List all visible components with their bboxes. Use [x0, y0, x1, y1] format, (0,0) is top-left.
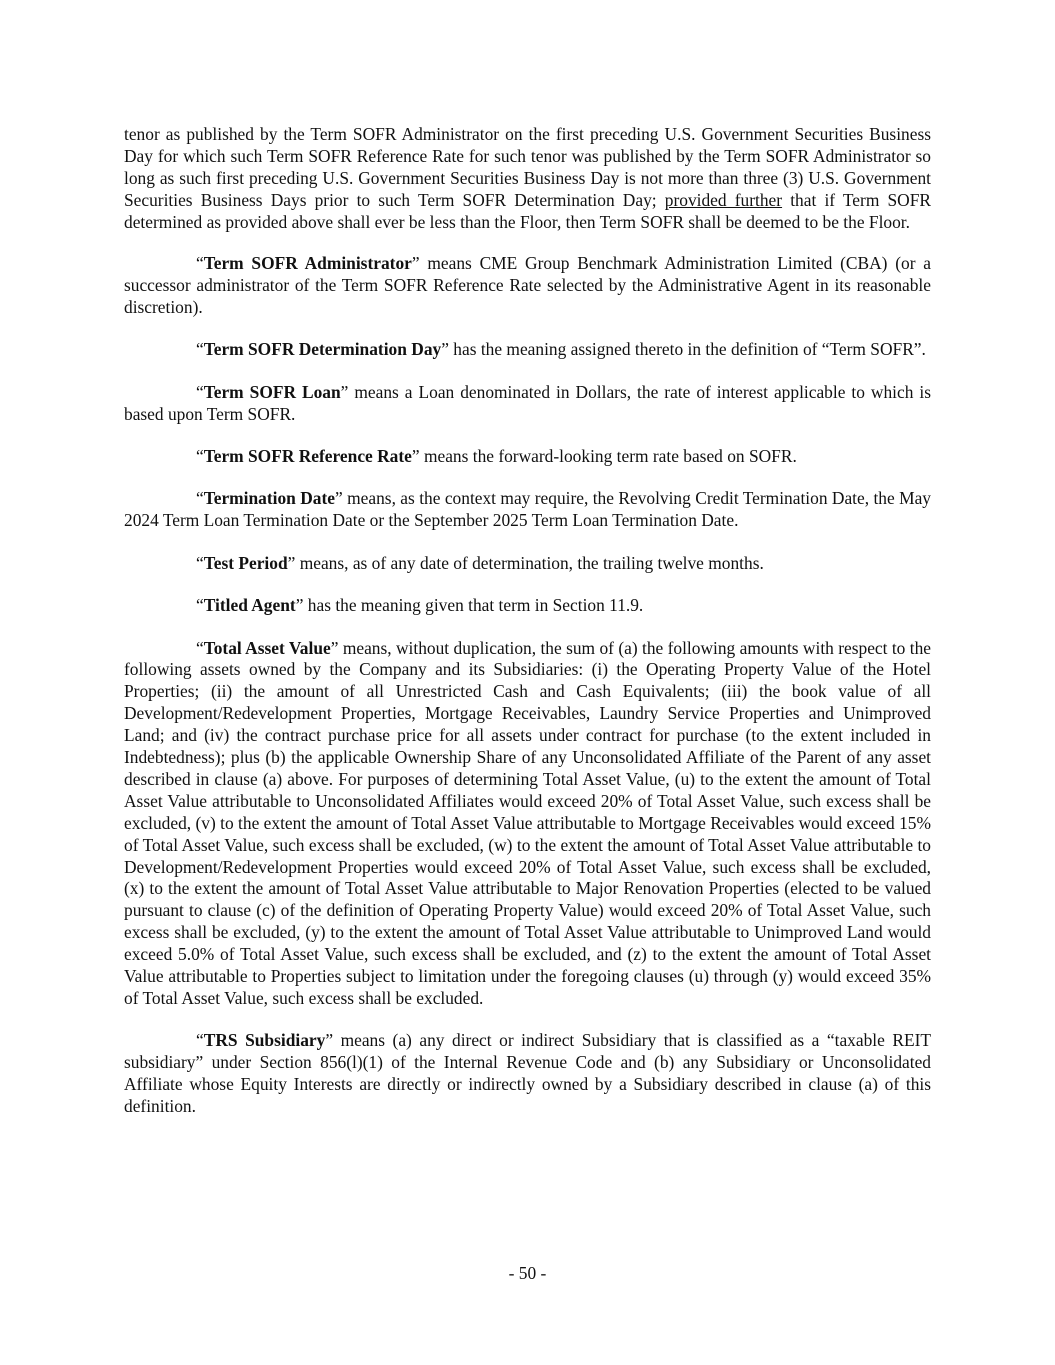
definition-titled-agent	[124, 595, 931, 617]
definition-text: has the meaning assigned thereto in the definition of “Term SOFR”.	[448, 339, 926, 360]
close-quote: ”	[335, 488, 343, 509]
defined-term: Titled Agent	[203, 595, 296, 616]
definition-text: means, as of any date of determination, the trailing twelve months.	[295, 552, 764, 573]
definition-text: means, without duplication, the sum of (a) the following amounts with respect to the following assets owned by the Company and its Subsidiaries: (i) the Operating Property Value of the Hotel Properties; (ii) the amount of all Unrestricted Cash and Cash Equivalents; (iii) the book value of all Development/Redevelopment Properties, Mortgage Receivables, Laundry Service Properties and Unimproved Land; and (iv) the contract purchase price for all assets under contract for purchase (to the extent included in Indebtedness); plus (b) the applicable Ownership Share of any Unconsolidated Affiliate of the Parent of any asset described in clause (a) above. For purposes of determining Total Asset Value, (u) to the extent the amount of Total Asset Value attributable to Unconsolidated Affiliates would exceed 20% of Total Asset Value, such excess shall be excluded, (v) to the extent the amount of Total Asset Value attributable to Mortgage Receivables would exceed 15% of Total Asset Value, such excess shall be excluded, (w) to the extent the amount of Total Asset Value attributable to Development/Redevelopment Properties would exceed 20% of Total Asset Value, such excess shall be excluded, (x) to the extent the amount of Total Asset Value attributable to Major Renovation Properties (elected to be valued pursuant to clause (c) of the definition of Operating Property Value) would exceed 20% of Total Asset Value, such excess shall be excluded, (y) to the extent the amount of Total Asset Value attributable to Unimproved Land would exceed 5.0% of Total Asset Value, such excess shall be excluded, and (z) to the extent the amount of Total Asset Value attributable to Properties subject to limitation under the foregoing clauses (u) through (y) would exceed 35% of Total Asset Value, such excess shall be excluded.	[124, 637, 931, 1008]
open-quote: “	[196, 381, 204, 402]
definition-term-sofr-reference-rate	[124, 446, 931, 468]
definition-text: means the forward-looking term rate based on SOFR.	[419, 445, 797, 466]
definition-trs-subsidiary	[124, 1030, 931, 1118]
open-quote: “	[196, 488, 204, 509]
defined-term: Term SOFR Reference Rate	[203, 445, 412, 466]
defined-term: Term SOFR Administrator	[203, 253, 412, 274]
defined-term: Test Period	[203, 552, 288, 573]
close-quote: ”	[325, 1030, 334, 1051]
definition-test-period	[124, 553, 931, 575]
definition-term-sofr-loan	[124, 382, 931, 426]
close-quote: ”	[340, 381, 349, 402]
close-quote: ”	[330, 637, 339, 658]
underlined-phrase: provided further	[664, 189, 783, 210]
definition-total-asset-value	[124, 638, 931, 1010]
close-quote: ”	[441, 339, 449, 360]
open-quote: “	[196, 637, 204, 658]
continued-definition-paragraph	[124, 124, 931, 234]
defined-term: TRS Subsidiary	[203, 1030, 326, 1051]
definition-termination-date	[124, 488, 931, 532]
close-quote: ”	[411, 253, 420, 274]
paragraph-text: tenor as published by the Term SOFR Administrator on the first preceding U.S. Government Securities Business Day for which such Term SOFR Reference Rate for such tenor was published by the Term SOFR Administrator so long as such first preceding U.S. Government Securities Business Day is not more than three (3) U.S. Government Securities Business Days prior to such Term SOFR Determination Day;	[124, 124, 931, 210]
definition-term-sofr-determination-day	[124, 339, 931, 361]
definition-text: means CME Group Benchmark Administration Limited (CBA) (or a successor administrator of the Term SOFR Reference Rate selected by the Administrative Agent in its reasonable discretion).	[124, 253, 931, 317]
defined-term: Total Asset Value	[203, 637, 331, 658]
close-quote: ”	[295, 595, 304, 616]
open-quote: “	[196, 253, 204, 274]
close-quote: ”	[287, 552, 296, 573]
paragraph-text: that if Term SOFR determined as provided above shall ever be less than the Floor, then Term SOFR shall be deemed to be the Floor.	[124, 189, 931, 232]
open-quote: “	[196, 339, 204, 360]
open-quote: “	[196, 595, 204, 616]
definition-text: means a Loan denominated in Dollars, the rate of interest applicable to which is based upon Term SOFR.	[124, 381, 931, 424]
definition-text: has the meaning given that term in Section 11.9.	[303, 595, 644, 616]
definition-text: means (a) any direct or indirect Subsidiary that is classified as a “taxable REIT subsidiary” under Section 856(l)(1) of the Internal Revenue Code and (b) any Subsidiary or Unconsolidated Affiliate whose Equity Interests are directly or indirectly owned by a Subsidiary described in clause (a) of this definition.	[124, 1030, 931, 1117]
defined-term: Termination Date	[203, 488, 336, 509]
open-quote: “	[196, 445, 204, 466]
document-page	[124, 124, 931, 1139]
page-number: - 50 -	[508, 1263, 547, 1283]
defined-term: Term SOFR Determination Day	[203, 339, 442, 360]
defined-term: Term SOFR Loan	[203, 381, 341, 402]
definition-text: means, as the context may require, the Revolving Credit Termination Date, the May 2024 Term Loan Termination Date or the September 2025 Term Loan Termination Date.	[124, 488, 931, 531]
open-quote: “	[196, 552, 204, 573]
definition-term-sofr-administrator	[124, 253, 931, 319]
open-quote: “	[196, 1030, 204, 1051]
close-quote: ”	[411, 445, 420, 466]
